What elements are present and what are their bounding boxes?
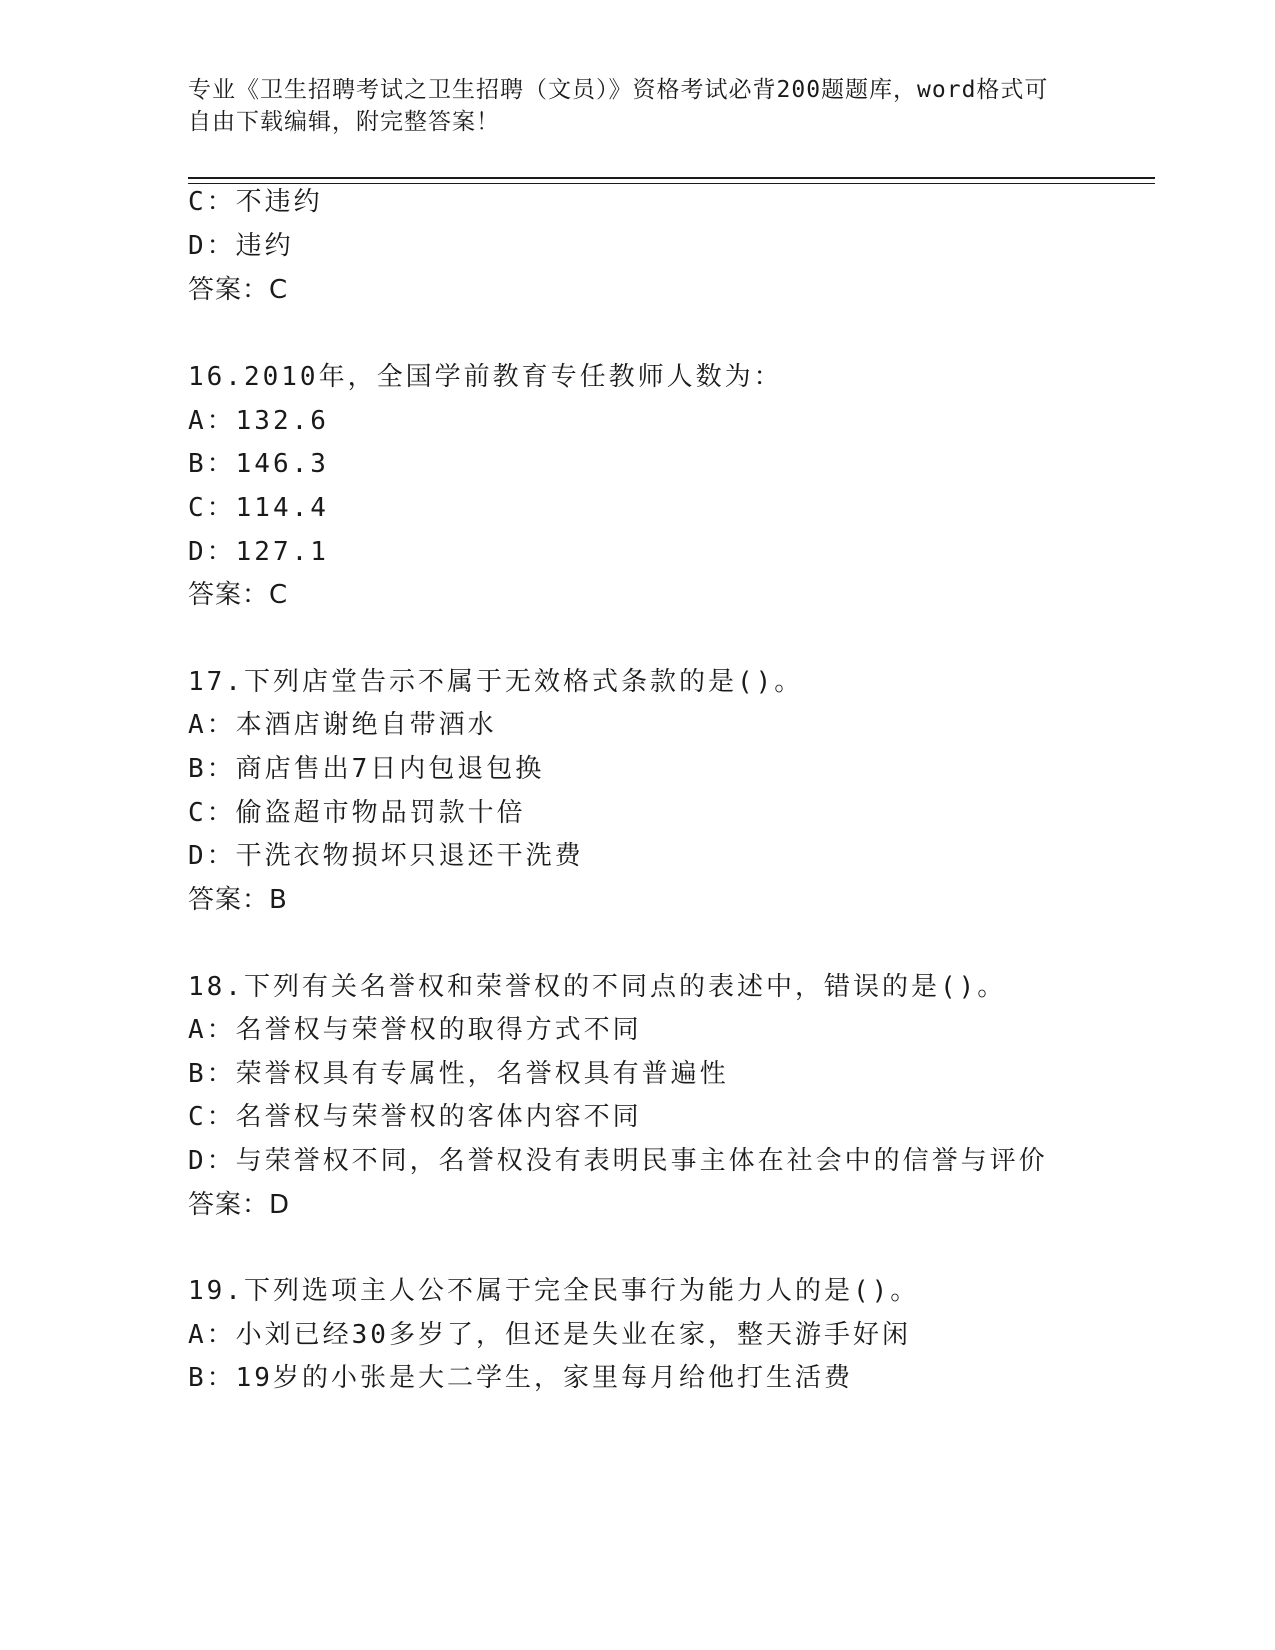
option-d: D：与荣誉权不同，名誉权没有表明民事主体在社会中的信誉与评价 (188, 1146, 1048, 1176)
header-divider-thin (188, 183, 1155, 184)
option-c: C：名誉权与荣誉权的客体内容不同 (188, 1102, 642, 1132)
option-c: C：不违约 (188, 187, 323, 217)
document-header: 专业《卫生招聘考试之卫生招聘（文员）》资格考试必背200题题库，word格式可自由下载编辑，附完整答案！ (188, 77, 1049, 135)
answer-line: 答案：C (188, 275, 289, 305)
answer-line: 答案：C (188, 580, 289, 610)
option-a: A：名誉权与荣誉权的取得方式不同 (188, 1015, 642, 1045)
question-stem: 16.2010年，全国学前教育专任教师人数为： (188, 362, 783, 392)
option-c: C：114.4 (188, 493, 329, 523)
option-d: D：违约 (188, 231, 294, 261)
question-stem: 17.下列店堂告示不属于无效格式条款的是()。 (188, 667, 804, 697)
answer-line: 答案：D (188, 1190, 291, 1220)
header-divider (188, 177, 1155, 179)
answer-line: 答案：B (188, 885, 288, 915)
option-a: A：小刘已经30多岁了，但还是失业在家，整天游手好闲 (188, 1320, 911, 1350)
option-b: B：19岁的小张是大二学生，家里每月给他打生活费 (188, 1363, 853, 1393)
option-b: B：商店售出7日内包退包换 (188, 754, 545, 784)
option-d: D：干洗衣物损坏只退还干洗费 (188, 841, 584, 871)
option-a: A：本酒店谢绝自带酒水 (188, 710, 497, 740)
option-a: A：132.6 (188, 406, 329, 436)
question-stem: 19.下列选项主人公不属于完全民事行为能力人的是()。 (188, 1276, 920, 1306)
option-b: B：146.3 (188, 449, 329, 479)
option-b: B：荣誉权具有专属性，名誉权具有普遍性 (188, 1059, 729, 1089)
option-c: C：偷盗超市物品罚款十倍 (188, 798, 526, 828)
question-stem: 18.下列有关名誉权和荣誉权的不同点的表述中，错误的是()。 (188, 972, 1007, 1002)
option-d: D：127.1 (188, 537, 329, 567)
